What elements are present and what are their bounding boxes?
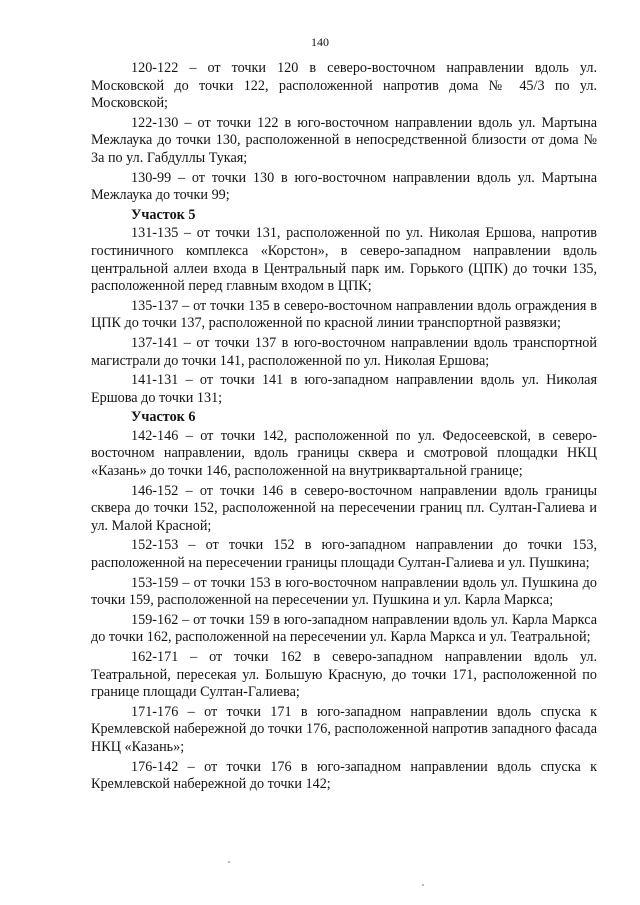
section-heading-6: Участок 6 [131,409,196,426]
section-heading-5: Участок 5 [131,206,196,223]
paragraph-137-141: 137-141 – от точки 137 в юго-восточном направлении вдоль транспортной магистрали до точки 141, расположенной по ул. Николая Ершова; [91,334,597,369]
paragraph-141-131: 141-131 – от точки 141 в юго-западном направлении вдоль ул. Николая Ершова до точки 131; [91,372,597,406]
paragraph-162-171: 162-171 – от точки 162 в северо-западном направлении вдоль ул. Театральной, пересекая ул. Большую Красную, до точки 171, расположенной по границе площади Султан-Галиева; [91,649,597,701]
paragraph-135-137: 135-137 – от точки 135 в северо-восточном направлении вдоль ограждения в ЦПК до точки 137, расположенной по красной линии транспортной развязки; [91,297,597,332]
paragraph-152-153: 152-153 – от точки 152 в юго-западном направлении до точки 153, расположенной на пересечении границы площади Султан-Галиева и ул. Пушкина; [91,537,597,572]
paragraph-122-130: 122-130 – от точки 122 в юго-восточном направлении вдоль ул. Мартына Межлаука до точки 130, расположенной в непосредственной близости от дома № 3а по ул. Габдуллы Тукая; [91,114,597,166]
scan-speck [228,861,230,863]
paragraph-120-122: 120-122 – от точки 120 в северо-восточном направлении вдоль ул. Московской до точки 122, расположенной напротив дома № 45/3 по ул. Московской; [91,60,597,112]
page-number: 140 [311,35,329,49]
paragraph-153-159: 153-159 – от точки 153 в юго-восточном направлении вдоль ул. Пушкина до точки 159, расположенной на пересечении ул. Пушкина и ул. Карла Маркса; [91,574,597,609]
scan-speck [422,884,424,886]
document-body [91,60,597,796]
paragraph-142-146: 142-146 – от точки 142, расположенной по ул. Федосеевской, в северо-восточном направлении, вдоль границы сквера и смотровой площадки НКЦ «Казань» до точки 146, расположенной на внутриквартальной границе; [91,427,597,480]
paragraph-159-162: 159-162 – от точки 159 в юго-западном направлении вдоль ул. Карла Маркса до точки 162, расположенной на пересечении ул. Карла Маркса и ул. Театральной; [91,611,597,646]
paragraph-131-135: 131-135 – от точки 131, расположенной по ул. Николая Ершова, напротив гостиничного комплекса «Корстон», в северо-западном направлении вдоль центральной аллеи входа в Центральный парк им. Горького (ЦПК) до точки 135, расположенной перед главным входом в ЦПК; [91,225,597,295]
paragraph-176-142: 176-142 – от точки 176 в юго-западном направлении вдоль спуска к Кремлевской набережной до точки 142; [91,758,597,793]
paragraph-146-152: 146-152 – от точки 146 в северо-восточном направлении вдоль границы сквера до точки 152, расположенной на пересечении границ пл. Султан-Галиева и ул. Малой Красной; [91,482,597,534]
paragraph-171-176: 171-176 – от точки 171 в юго-западном направлении вдоль спуска к Кремлевской набережной до точки 176, расположенной напротив западного фасада НКЦ «Казань»; [91,703,597,755]
paragraph-130-99: 130-99 – от точки 130 в юго-восточном направлении вдоль ул. Мартына Межлаука до точки 99; [91,169,597,204]
